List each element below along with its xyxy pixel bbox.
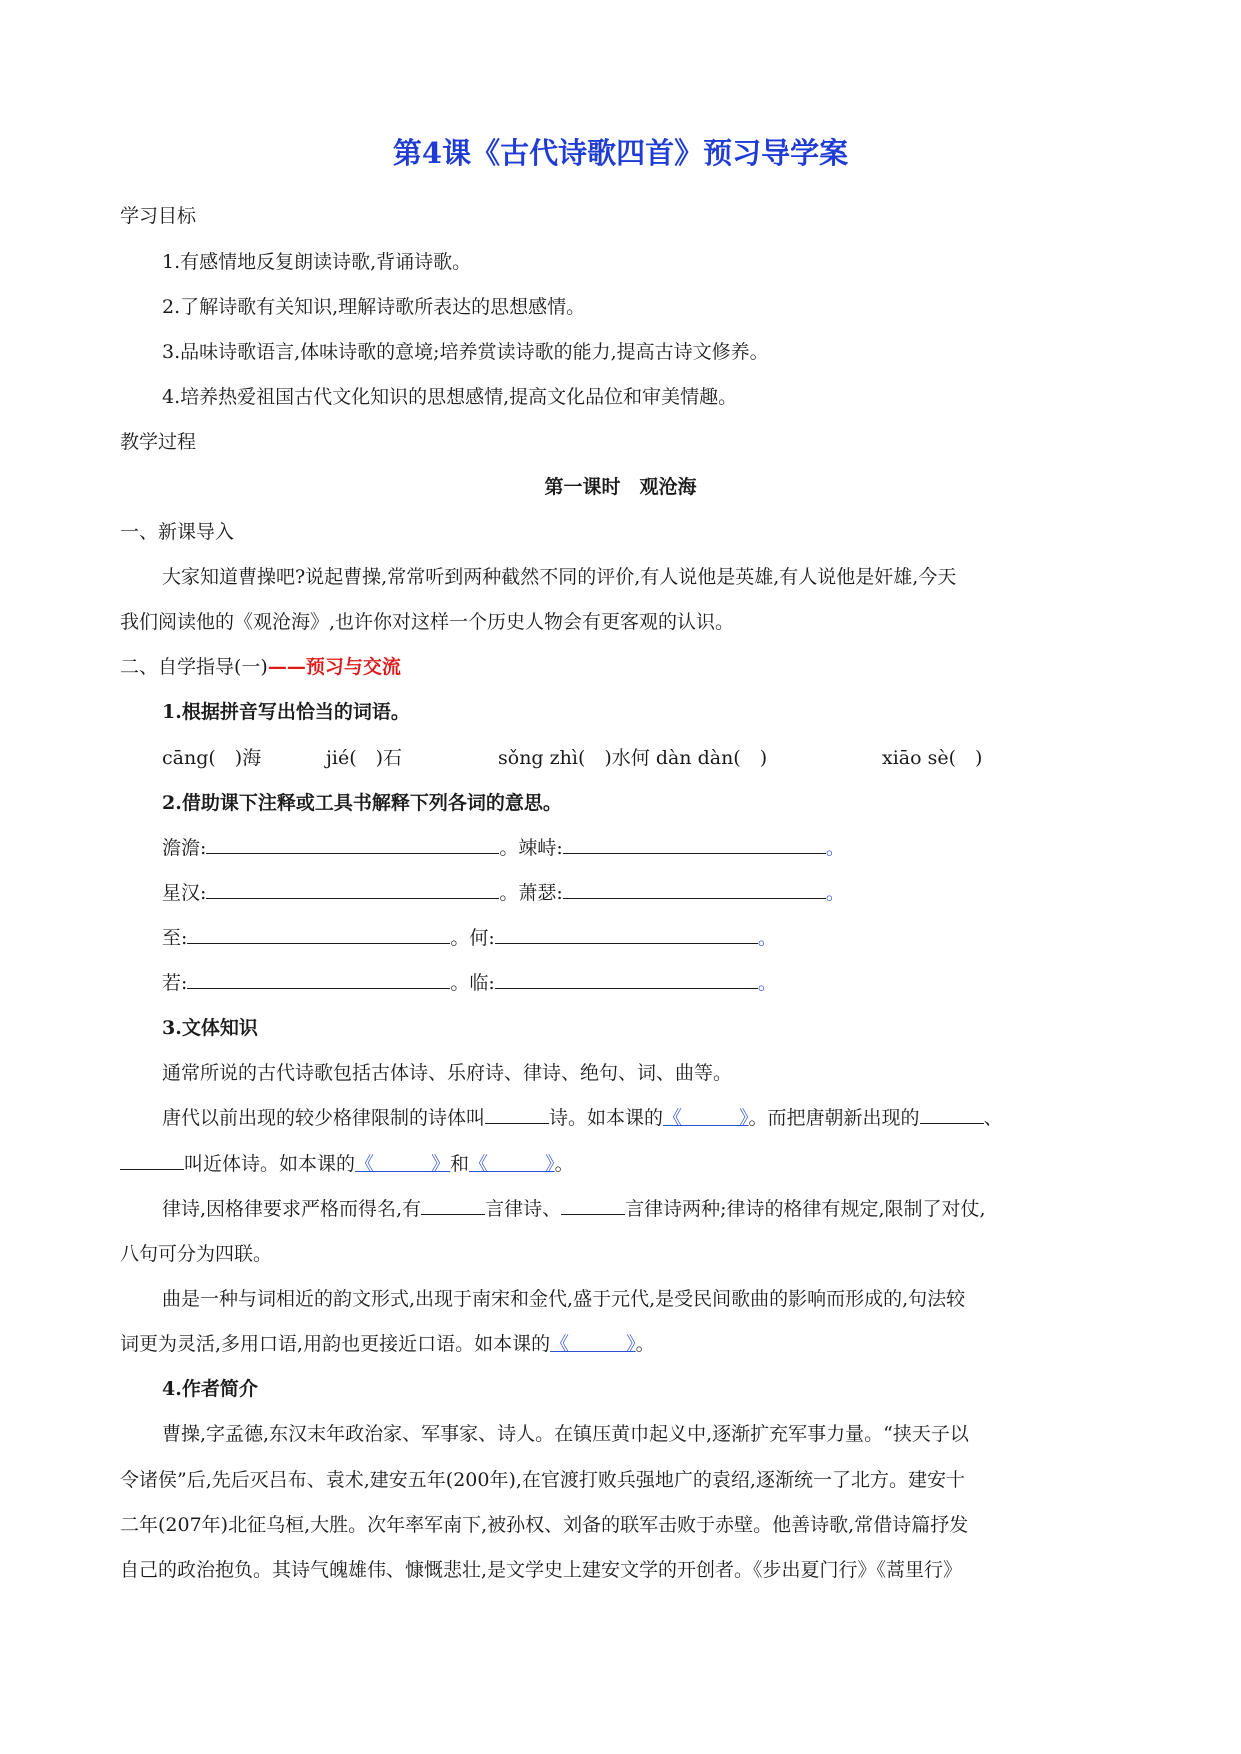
lesson-heading: 第一课时 观沧海: [544, 476, 697, 498]
objective-item: 4.培养热爱祖国古代文化知识的思想感情,提高文化品位和审美情趣。: [162, 386, 738, 408]
intro-line: 我们阅读他的《观沧海》,也许你对这样一个历史人物会有更客观的认识。: [120, 611, 735, 633]
book-title-blank[interactable]: 《 》: [550, 1333, 636, 1355]
period: 。: [450, 972, 470, 994]
question-2-title: 2.借助课下注释或工具书解释下列各词的意思。: [162, 792, 562, 814]
period: 。: [825, 837, 845, 859]
author-line: 自己的政治抱负。其诗气魄雄伟、慷慨悲壮,是文学史上建安文学的开创者。《步出夏门行》《蒿里行》: [120, 1559, 963, 1581]
text-span: 、: [983, 1107, 1003, 1129]
answer-blank[interactable]: [920, 1104, 984, 1124]
process-heading: 教学过程: [120, 431, 197, 453]
answer-blank[interactable]: [206, 834, 499, 854]
text-span: 。: [635, 1333, 655, 1355]
period: 。: [825, 882, 845, 904]
book-title-blank[interactable]: 《 》: [663, 1107, 749, 1129]
answer-blank[interactable]: [421, 1195, 485, 1215]
intro-heading: 一、新课导入: [120, 521, 235, 543]
text-span: 言律诗两种;律诗的格律有规定,限制了对仗,: [625, 1198, 986, 1220]
genre-paragraph: [162, 1104, 1003, 1132]
text-span: 。而把唐朝新出现的: [748, 1107, 920, 1129]
period: 。: [450, 927, 470, 949]
question-3-title: 3.文体知识: [162, 1017, 258, 1039]
pinyin-item: xiāo sè( ): [882, 747, 983, 769]
pinyin-item: cāng( )海: [162, 747, 262, 769]
self-study-heading-prefix: 二、自学指导(一): [120, 656, 268, 678]
term-label: 若:: [162, 972, 188, 994]
answer-blank[interactable]: [187, 969, 450, 989]
answer-blank[interactable]: [563, 879, 826, 899]
term-label: 星汉:: [162, 882, 207, 904]
pinyin-item: sǒng zhì( )水何 dàn dàn( ): [498, 747, 768, 769]
self-study-heading: [120, 653, 401, 681]
answer-blank[interactable]: [495, 924, 758, 944]
intro-line: 大家知道曹操吧?说起曹操,常常听到两种截然不同的评价,有人说他是英雄,有人说他是奸雄,今天: [162, 566, 957, 588]
genre-paragraph: [162, 1195, 986, 1223]
definition-row: [162, 924, 777, 952]
answer-blank[interactable]: [495, 969, 758, 989]
text-span: 言律诗、: [485, 1198, 562, 1220]
author-line: 令诸侯”后,先后灭吕布、袁术,建安五年(200年),在官渡打败兵强地广的袁绍,逐渐统一了北方。建安十: [120, 1469, 965, 1491]
text-span: 诗。如本课的: [549, 1107, 664, 1129]
objective-item: 2.了解诗歌有关知识,理解诗歌所表达的思想感情。: [162, 296, 586, 318]
genre-paragraph-cont: [120, 1330, 655, 1358]
term-label: 临:: [469, 972, 495, 994]
period: 。: [499, 882, 519, 904]
genre-paragraph-cont: [120, 1150, 574, 1178]
book-title-blank[interactable]: 《 》: [469, 1153, 555, 1175]
genre-paragraph: 曲是一种与词相近的韵文形式,出现于南宋和金代,盛于元代,是受民间歌曲的影响而形成的,句法较: [162, 1288, 966, 1310]
page-title: 第4课《古代诗歌四首》预习导学案: [392, 136, 849, 170]
answer-blank[interactable]: [206, 879, 499, 899]
term-label: 何:: [469, 927, 495, 949]
period: 。: [757, 972, 777, 994]
answer-blank[interactable]: [187, 924, 450, 944]
text-span: 词更为灵活,多用口语,用韵也更接近口语。如本课的: [120, 1333, 551, 1355]
text-span: 律诗,因格律要求严格而得名,有: [162, 1198, 422, 1220]
text-span: 和: [450, 1153, 470, 1175]
genre-paragraph: 通常所说的古代诗歌包括古体诗、乐府诗、律诗、绝句、词、曲等。: [162, 1062, 733, 1084]
text-span: 唐代以前出现的较少格律限制的诗体叫: [162, 1107, 486, 1129]
answer-blank[interactable]: [563, 834, 826, 854]
text-span: 叫近体诗。如本课的: [184, 1153, 356, 1175]
genre-paragraph-cont: 八句可分为四联。: [120, 1243, 273, 1265]
answer-blank[interactable]: [561, 1195, 625, 1215]
objective-item: 1.有感情地反复朗读诗歌,背诵诗歌。: [162, 251, 472, 273]
definition-row: [162, 879, 845, 907]
term-label: 澹澹:: [162, 837, 207, 859]
text-span: 。: [554, 1153, 574, 1175]
definition-row: [162, 834, 845, 862]
pinyin-item: jié( )石: [326, 747, 403, 769]
term-label: 萧瑟:: [518, 882, 563, 904]
book-title-blank[interactable]: 《 》: [355, 1153, 451, 1175]
question-4-title: 4.作者简介: [162, 1378, 258, 1400]
period: 。: [757, 927, 777, 949]
question-1-title: 1.根据拼音写出恰当的词语。: [162, 701, 410, 723]
self-study-heading-suffix: ——预习与交流: [267, 656, 401, 678]
period: 。: [499, 837, 519, 859]
term-label: 竦峙:: [518, 837, 563, 859]
definition-row: [162, 969, 777, 997]
term-label: 至:: [162, 927, 188, 949]
answer-blank[interactable]: [485, 1104, 549, 1124]
author-line: 曹操,字孟德,东汉末年政治家、军事家、诗人。在镇压黄巾起义中,逐渐扩充军事力量。“挟天子以: [162, 1423, 969, 1445]
answer-blank[interactable]: [120, 1150, 184, 1170]
author-line: 二年(207年)北征乌桓,大胜。次年率军南下,被孙权、刘备的联军击败于赤壁。他善诗歌,常借诗篇抒发: [120, 1514, 969, 1536]
objectives-heading: 学习目标: [120, 205, 197, 227]
objective-item: 3.品味诗歌语言,体味诗歌的意境;培养赏读诗歌的能力,提高古诗文修养。: [162, 341, 769, 363]
